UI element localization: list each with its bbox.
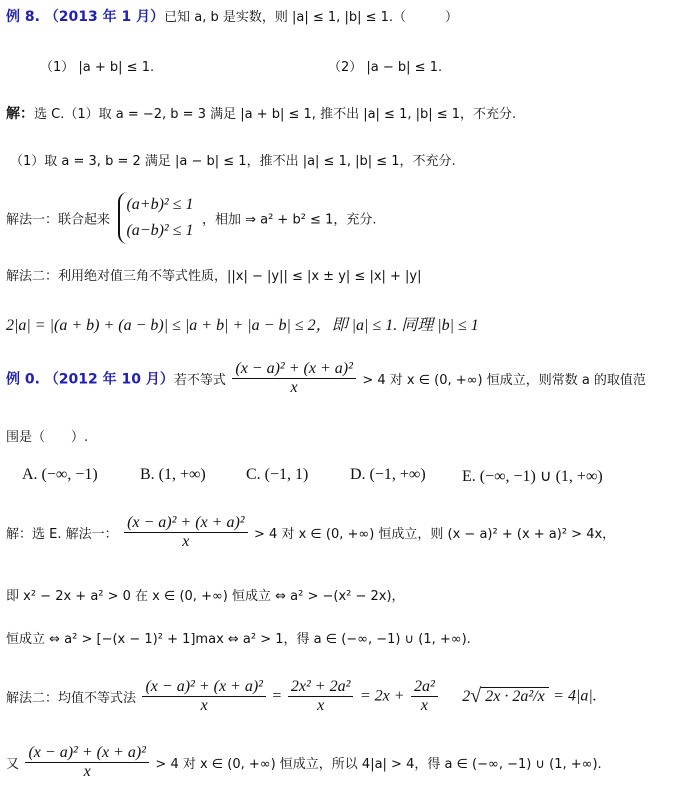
ex9-final-fraction-denominator: x [83,763,91,780]
ex9-choice-d [350,466,426,484]
ex9-method-2-fraction-1-denominator: x [200,697,208,714]
ex9-final-post: > 4 对 x ∈ (0, +∞) 恒成立，所以 4|a| > 4，得 a ∈ (−∞, −1) ∪ (1, +∞). [155,757,602,772]
ex9-choice-a [22,466,98,484]
ex9-method-2-sqrt-coef: 2 [462,687,471,705]
ex9-choice-a-text: A. (−∞, −1) [22,466,98,483]
ex9-final-fraction-numerator: (x − a)² + (x + a)² [25,744,149,763]
ex9-solution-fraction-denominator: x [182,533,190,550]
ex9-method-2-fraction-1 [142,678,266,715]
ex8-solution-1-text: 选 C.（1）取 a = −2, b = 3 满足 |a + b| ≤ 1, 推不出 |a| ≤ 1, |b| ≤ 1，不充分. [34,107,517,122]
ex8-method-1-prefix: 解法一：联合起来 [6,212,111,228]
ex9-method-2-fraction-3 [411,678,438,715]
ex9-solution-1 [6,514,615,551]
ex9-fraction [232,360,356,397]
ex9-solution-2-text: 即 x² − 2x + a² > 0 在 x ∈ (0, +∞) 恒成立 ⇔ a² > −(x² − 2x)， [6,589,405,604]
ex9-fraction-numerator: (x − a)² + (x + a)² [232,360,356,379]
ex9-method-2-pre: 解法二：均值不等式法 [6,691,137,706]
ex9-method-2-fraction-3-numerator: 2a² [411,678,438,697]
ex8-option-2-text: （2） |a − b| ≤ 1. [328,60,443,75]
ex9-choice-b [140,466,206,484]
ex9-choice-c-text: C. (−1, 1) [246,466,309,483]
ex9-method-2 [6,678,597,715]
ex9-solution-1-pre: 解：选 E. 解法一： [6,527,118,542]
ex9-choice-c [246,466,308,484]
ex9-method-2-fraction-1-numerator: (x − a)² + (x + a)² [142,678,266,697]
ex9-final-fraction [25,744,149,781]
ex9-method-2-fraction-3-denominator: x [420,697,428,714]
ex8-method-1-suffix: ，相加 ⇒ a² + b² ≤ 1，充分. [201,212,377,228]
ex8-method-2-text: 解法二：利用绝对值三角不等式性质，||x| − |y|| ≤ |x ± y| ≤ |x| + |y| [6,269,422,284]
ex8-system-top: (a+b)² ≤ 1 [126,196,194,213]
ex9-post2: 围是（ ）. [6,430,89,445]
ex8-system-bottom: (a−b)² ≤ 1 [126,222,194,239]
ex9-fraction-denominator: x [290,379,298,396]
ex8-header [6,6,458,26]
sqrt-icon: √ [470,685,482,707]
ex8-label: 例 8. （2013 年 1 月） [6,9,165,25]
ex8-option-1 [40,56,154,75]
ex9-header-cont [6,426,88,445]
ex9-solution-3 [6,628,471,647]
ex9-post: > 4 对 x ∈ (0, +∞) 恒成立，则常数 a 的取值范 [362,373,646,388]
ex9-solution-1-post: > 4 对 x ∈ (0, +∞) 恒成立，则 (x − a)² + (x + a)² > 4x， [254,527,616,542]
ex8-solution-2 [10,150,456,169]
ex8-stem: 已知 a, b 是实数，则 |a| ≤ 1, |b| ≤ 1.（ ） [164,10,459,25]
ex9-solution-fraction-numerator: (x − a)² + (x + a)² [124,514,248,533]
ex9-label: 例 0. （2012 年 10 月） [6,371,174,388]
ex8-method-2-calc [6,312,479,335]
ex9-method-2-fraction-2-numerator: 2x² + 2a² [288,678,354,697]
ex8-solution-2-text: （1）取 a = 3, b = 2 满足 |a − b| ≤ 1，推不出 |a| ≤ 1, |b| ≤ 1，不充分. [10,154,456,169]
ex9-pre: 若不等式 [173,373,226,388]
ex9-choice-e [462,466,603,486]
ex8-method-2-calc-text: 2|a| = |(a + b) + (a − b)| ≤ |a + b| + |a − b| ≤ 2，即 |a| ≤ 1. 同理 |b| ≤ 1 [6,317,479,334]
ex9-solution-2 [6,585,405,604]
ex9-method-2-equals: = [272,687,282,705]
ex9-method-2-fraction-2 [288,678,354,715]
ex9-final-pre: 又 [6,757,20,772]
ex9-final [6,744,602,781]
ex9-method-2-sqrt-post: = 4|a|. [553,687,597,705]
ex9-choice-e-text: E. (−∞, −1) ∪ (1, +∞) [462,468,603,485]
ex8-solution-1 [6,103,516,123]
ex9-method-2-eq: = 2x + [359,687,405,705]
ex9-solution-3-text: 恒成立 ⇔ a² > [−(x − 1)² + 1]max ⇔ a² > 1，得 a ∈ (−∞, −1) ∪ (1, +∞). [6,632,471,647]
ex8-method-1-system [118,192,193,244]
ex8-option-1-text: （1） |a + b| ≤ 1. [40,60,155,75]
ex9-choice-d-text: D. (−1, +∞) [350,466,426,483]
ex8-method-2 [6,265,422,284]
ex9-header [6,360,646,397]
ex9-method-2-sqrt-body: 2x · 2a²/x [481,687,548,706]
ex8-solution-label: 解： [6,106,34,122]
ex9-choice-b-text: B. (1, +∞) [140,466,206,483]
ex9-solution-fraction [124,514,248,551]
ex8-method-1 [6,192,376,244]
ex8-option-2 [328,56,442,75]
ex9-method-2-fraction-2-denominator: x [317,697,325,714]
